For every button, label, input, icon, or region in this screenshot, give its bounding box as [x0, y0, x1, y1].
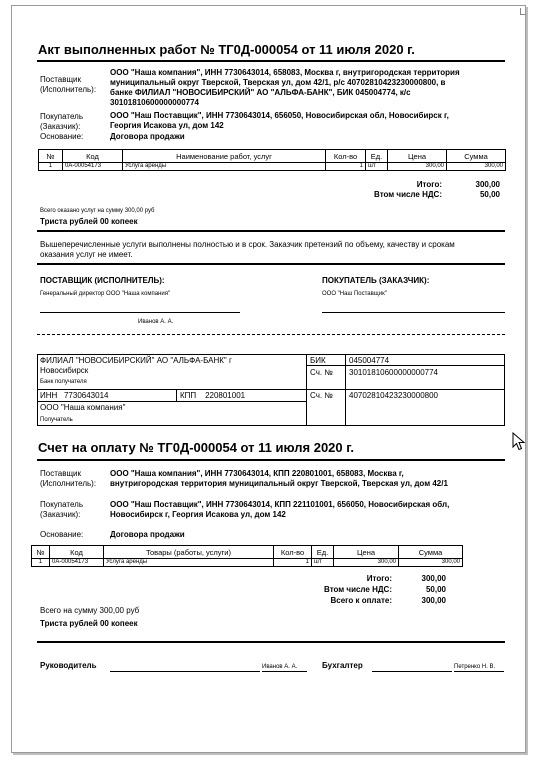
act-total-label: Итого: — [416, 180, 442, 189]
act-statement: Вышеперечисленные услуги выполнены полностью и в срок. Заказчик претензий по объему, качеству и срокам оказания услуг не имеет. — [40, 240, 455, 259]
invoice-table-header — [32, 546, 463, 559]
table-row: 1 0А-00054173 Услуга аренды 1 шт 300,00 300,00 — [39, 163, 506, 171]
corr-label-cell: Сч. № — [306, 365, 346, 390]
act-vat-label: Втом числе НДС: — [374, 190, 442, 199]
act-services-table — [38, 149, 506, 171]
col-unit: Ед. — [366, 150, 388, 163]
col-number: № — [39, 150, 63, 163]
recipient-caption: Получатель — [40, 417, 73, 423]
act-supplier-label: Поставщик (Исполнитель): — [40, 75, 97, 94]
sig-supplier-line — [40, 312, 240, 313]
acc-label-cell: Сч. № — [306, 389, 346, 426]
sig-buyer-line — [322, 312, 505, 313]
invoice-supplier-label: Поставщик (Исполнитель): — [40, 469, 97, 488]
invoice-vat-value: 50,00 — [425, 585, 446, 594]
head-name-line — [262, 671, 307, 672]
col-unit: Ед. — [312, 546, 334, 559]
bank-name-cell: ФИЛИАЛ "НОВОСИБИРСКИЙ" АО "АЛЬФА-БАНК" г Новосибирск Банк получателя — [37, 354, 307, 390]
invoice-buyer-label: Покупатель (Заказчик): — [40, 500, 83, 519]
inn-cell: ИНН 7730643014 — [37, 389, 177, 402]
act-buyer-label: Покупатель (Заказчик): — [40, 112, 83, 131]
act-vat-value: 50,00 — [479, 190, 500, 199]
col-code: Код — [63, 150, 123, 163]
col-sum: Сумма — [399, 546, 463, 559]
accountant-name: Петренко Н. В. — [454, 664, 496, 670]
act-basis-value: Договора продажи — [110, 132, 185, 141]
col-qty: Кол-во — [274, 546, 312, 559]
col-sum: Сумма — [447, 150, 506, 163]
col-price: Цена — [334, 546, 399, 559]
act-supplier-details: ООО "Наша компания", ИНН 7730643014, 658083, Москва г, внутригородская территория муниципальный округ Тверской, Тверская ул, дом 42/1, р/с 40702810423230000800, в банке ФИЛИАЛ "НОВОСИБИРСКИЙ" АО "АЛЬФА-БАНК", БИК 045004774, к/с 30101810600000000774 — [110, 68, 460, 107]
cut-line — [37, 334, 505, 335]
act-title: Акт выполненных работ № ТГ0Д-000054 от 11 июля 2020 г. — [38, 42, 415, 57]
invoice-vat-label: Втом числе НДС: — [324, 585, 392, 594]
kpp-cell: КПП 220801001 — [176, 389, 307, 402]
sig-buyer-title: ПОКУПАТЕЛЬ (ЗАКАЗЧИК): — [322, 276, 430, 285]
sig-buyer-org: ООО "Наш Поставщик" — [322, 291, 387, 297]
col-code: Код — [50, 546, 104, 559]
act-amount-rule — [37, 230, 505, 232]
invoice-summary-line: Всего на сумму 300,00 руб — [40, 606, 140, 615]
act-total-value: 300,00 — [475, 180, 500, 189]
invoice-due-label: Всего к оплате: — [330, 596, 392, 605]
invoice-buyer-details: ООО "Наш Поставщик", ИНН 7730643014, КПП 221101001, 656050, Новосибирская обл, Новосибирск г, Георгия Исакова ул, дом 142 — [110, 500, 450, 519]
act-buyer-details: ООО "Наш Поставщик", ИНН 7730643014, 656050, Новосибирская обл, Новосибирск г, Георгия Исакова ул, дом 142 — [110, 111, 449, 130]
col-name: Товары (работы, услуги) — [104, 546, 274, 559]
act-amount-words: Триста рублей 00 копеек — [40, 217, 138, 226]
act-statement-rule — [37, 263, 505, 265]
invoice-supplier-details: ООО "Наша компания", ИНН 7730643014, КПП 220801001, 658083, Москва г, внутригородская территория муниципальный округ Тверской, Тверская ул, дом 42/1 — [110, 469, 448, 488]
col-number: № — [32, 546, 50, 559]
invoice-basis-value: Договора продажи — [110, 530, 185, 539]
act-table-header — [39, 150, 506, 163]
sig-supplier-position: Генеральный директор ООО "Наша компания" — [40, 291, 171, 297]
accountant-label: Бухгалтер — [322, 661, 363, 670]
bik-value-cell: 045004774 — [345, 354, 505, 366]
invoice-amount-words: Триста рублей 00 копеек — [40, 619, 138, 628]
bank-caption: Банк получателя — [40, 379, 87, 385]
act-title-rule — [37, 60, 505, 62]
bik-label-cell: БИК — [306, 354, 346, 366]
page-corner — [520, 8, 526, 15]
corr-value-cell: 30101810600000000774 — [345, 365, 505, 390]
invoice-goods-table — [31, 545, 463, 567]
accountant-sign-line — [372, 671, 452, 672]
act-summary-line: Всего оказано услуг на сумму 300,00 руб — [40, 208, 155, 214]
col-name: Наименование работ, услуг — [123, 150, 326, 163]
head-sign-line — [110, 671, 260, 672]
head-name: Иванов А. А. — [262, 664, 298, 670]
invoice-total-label: Итого: — [366, 574, 392, 583]
invoice-basis-label: Основание: — [40, 530, 84, 539]
accountant-name-line — [454, 671, 504, 672]
invoice-title-rule — [37, 459, 505, 461]
bank-details-block — [37, 354, 505, 426]
invoice-title: Счет на оплату № ТГ0Д-000054 от 11 июля 2020 г. — [38, 440, 354, 455]
sig-supplier-title: ПОСТАВЩИК (ИСПОЛНИТЕЛЬ): — [40, 276, 165, 285]
table-row: 1 0А-00054173 Услуга аренды 1 шт 300,00 300,00 — [32, 559, 463, 567]
invoice-due-value: 300,00 — [421, 596, 446, 605]
col-qty: Кол-во — [326, 150, 366, 163]
act-basis-label: Основание: — [40, 132, 84, 141]
sig-supplier-name: Иванов А. А. — [138, 319, 174, 325]
recipient-cell: ООО "Наша компания" Получатель — [37, 401, 307, 426]
invoice-total-value: 300,00 — [421, 574, 446, 583]
head-label: Руководитель — [40, 661, 97, 670]
mouse-pointer-icon — [512, 432, 526, 452]
acc-value-cell: 40702810423230000800 — [345, 389, 505, 426]
invoice-amount-rule — [37, 641, 505, 643]
col-price: Цена — [388, 150, 447, 163]
